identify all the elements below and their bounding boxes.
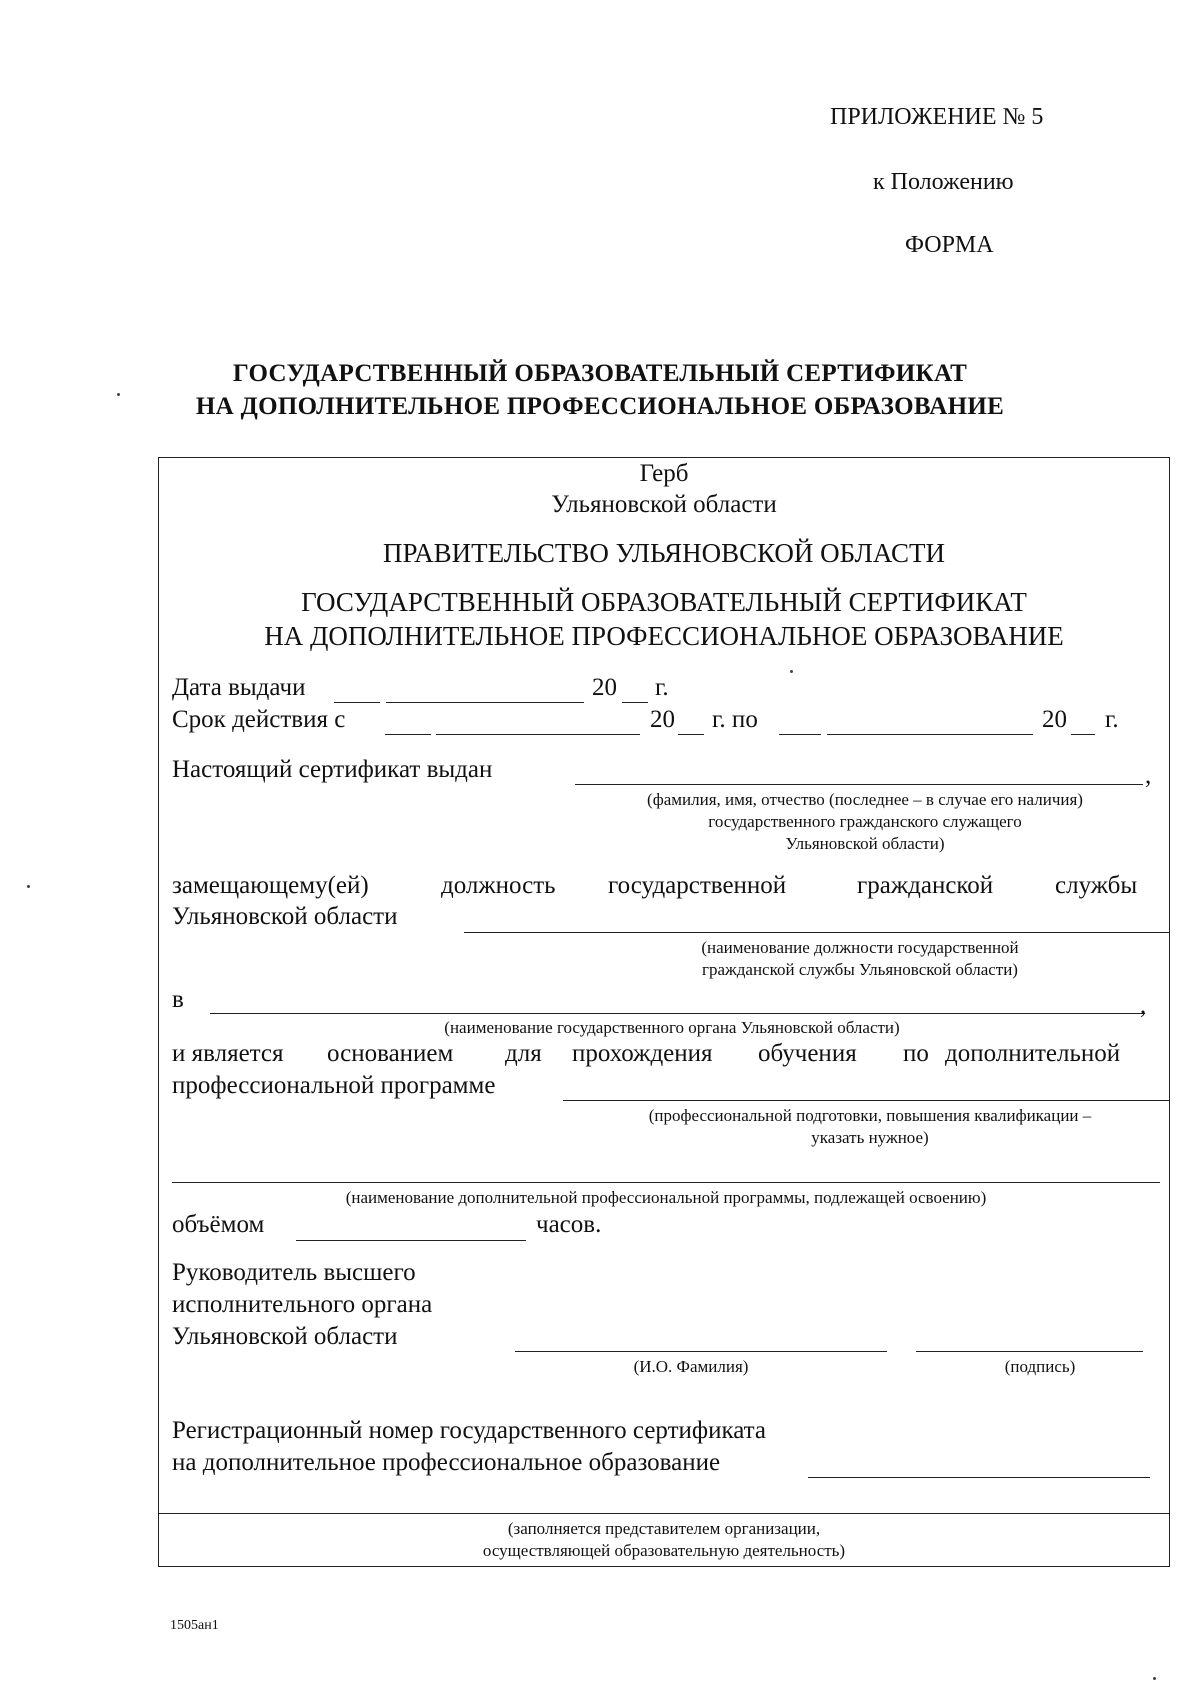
validity-from-month-field[interactable]: [436, 734, 640, 735]
issue-day-field[interactable]: [334, 702, 380, 703]
program-name-hint: (наименование дополнительной профессиональной программы, подлежащей освоению): [345, 1188, 987, 1207]
position-name-field[interactable]: [464, 932, 1170, 933]
holder-name-hint-3: Ульяновской области): [785, 834, 945, 853]
program-type-field[interactable]: [563, 1100, 1170, 1101]
head-name-hint: (И.О. Фамилия): [633, 1357, 749, 1376]
certificate-divider: [158, 1513, 1170, 1514]
program-type-hint-2: указать нужное): [811, 1128, 929, 1147]
validity-to-month-field[interactable]: [827, 734, 1033, 735]
scan-speck: [790, 670, 793, 673]
holder-name-field[interactable]: [575, 784, 1143, 785]
scan-speck: [117, 393, 120, 396]
form-label: ФОРМА: [905, 232, 994, 258]
in-label: в: [172, 986, 184, 1013]
program-type-hint-1: (профессиональной подготовки, повышения квалификации –: [648, 1106, 1092, 1125]
document-title-line1: ГОСУДАРСТВЕННЫЙ ОБРАЗОВАТЕЛЬНЫЙ СЕРТИФИКАТ: [232, 360, 968, 387]
to-regulation: к Положению: [873, 169, 1014, 195]
head-signature-field[interactable]: [916, 1351, 1143, 1352]
basis-word-7: дополнительной: [945, 1040, 1121, 1067]
position-word-2: должность: [441, 872, 556, 899]
document-title-line2: НА ДОПОЛНИТЕЛЬНОЕ ПРОФЕССИОНАЛЬНОЕ ОБРАЗОВАНИЕ: [195, 393, 1005, 420]
scan-speck: [1153, 1677, 1156, 1680]
government-name: ПРАВИТЕЛЬСТВО УЛЬЯНОВСКОЙ ОБЛАСТИ: [383, 538, 945, 568]
basis-word-3: для: [505, 1040, 542, 1067]
head-title-line2: исполнительного органа: [172, 1291, 433, 1318]
basis-word-4: прохождения: [572, 1040, 713, 1067]
program-name-field[interactable]: [172, 1182, 1160, 1183]
position-region: Ульяновской области: [172, 903, 398, 930]
issue-month-field[interactable]: [386, 702, 584, 703]
footer-hint-1: (заполняется представителем организации,: [507, 1519, 821, 1538]
validity-to-label: г. по: [712, 706, 758, 733]
hours-label: часов.: [536, 1211, 602, 1238]
issue-year-field[interactable]: [622, 702, 648, 703]
position-hint-1: (наименование должности государственной: [701, 938, 1019, 957]
head-name-field[interactable]: [515, 1351, 887, 1352]
position-word-1: замещающему(ей): [172, 872, 369, 899]
position-word-5: службы: [1055, 872, 1138, 899]
validity-to-day-field[interactable]: [779, 734, 821, 735]
issue-year-prefix: 20: [592, 674, 617, 701]
position-word-3: государственной: [608, 872, 787, 899]
issued-to-label: Настоящий сертификат выдан: [172, 756, 493, 783]
scan-speck: [27, 885, 30, 888]
certificate-heading-line1: ГОСУДАРСТВЕННЫЙ ОБРАЗОВАТЕЛЬНЫЙ СЕРТИФИКАТ: [301, 587, 1027, 617]
registration-label-line2: на дополнительное профессиональное образование: [172, 1449, 721, 1476]
validity-from-day-field[interactable]: [385, 734, 431, 735]
position-word-4: гражданской: [857, 872, 994, 899]
holder-name-hint-1: (фамилия, имя, отчество (последнее – в случае его наличия): [647, 790, 1083, 809]
program-label: профессиональной программе: [172, 1072, 496, 1099]
basis-word-5: обучения: [758, 1040, 857, 1067]
holder-name-hint-2: государственного гражданского служащего: [708, 812, 1022, 831]
certificate-heading-line2: НА ДОПОЛНИТЕЛЬНОЕ ПРОФЕССИОНАЛЬНОЕ ОБРАЗОВАНИЕ: [264, 621, 1064, 651]
organ-hint: (наименование государственного органа Ульяновской области): [444, 1018, 900, 1037]
organ-name-field[interactable]: [210, 1013, 1145, 1014]
validity-label: Срок действия с: [172, 706, 346, 733]
head-signature-hint: (подпись): [1004, 1357, 1076, 1376]
issue-date-label: Дата выдачи: [172, 674, 306, 701]
basis-word-6: по: [903, 1040, 929, 1067]
validity-from-year-prefix: 20: [650, 706, 675, 733]
validity-to-year-field[interactable]: [1071, 734, 1095, 735]
head-title-line3: Ульяновской области: [172, 1323, 398, 1350]
position-hint-2: гражданской службы Ульяновской области): [702, 960, 1018, 979]
registration-number-field[interactable]: [808, 1477, 1150, 1478]
organ-comma: ,: [1140, 992, 1147, 1019]
appendix-number: ПРИЛОЖЕНИЕ № 5: [830, 104, 1044, 130]
footer-hint-2: осуществляющей образовательную деятельность): [482, 1541, 846, 1560]
hours-field[interactable]: [296, 1240, 526, 1241]
registration-label-line1: Регистрационный номер государственного сертификата: [172, 1417, 767, 1444]
validity-to-year-suffix: г.: [1105, 706, 1119, 733]
coat-of-arms-region: Ульяновской области: [551, 491, 777, 518]
issue-year-suffix: г.: [655, 674, 669, 701]
document-code: 1505ан1: [170, 1618, 219, 1633]
head-title-line1: Руководитель высшего: [172, 1259, 416, 1286]
coat-of-arms-label: Герб: [639, 460, 689, 487]
validity-from-year-field[interactable]: [678, 734, 704, 735]
validity-to-year-prefix: 20: [1042, 706, 1067, 733]
issued-to-comma: ,: [1145, 762, 1152, 789]
basis-word-1: и является: [172, 1040, 284, 1067]
volume-label: объёмом: [172, 1211, 265, 1238]
basis-word-2: основанием: [327, 1040, 454, 1067]
